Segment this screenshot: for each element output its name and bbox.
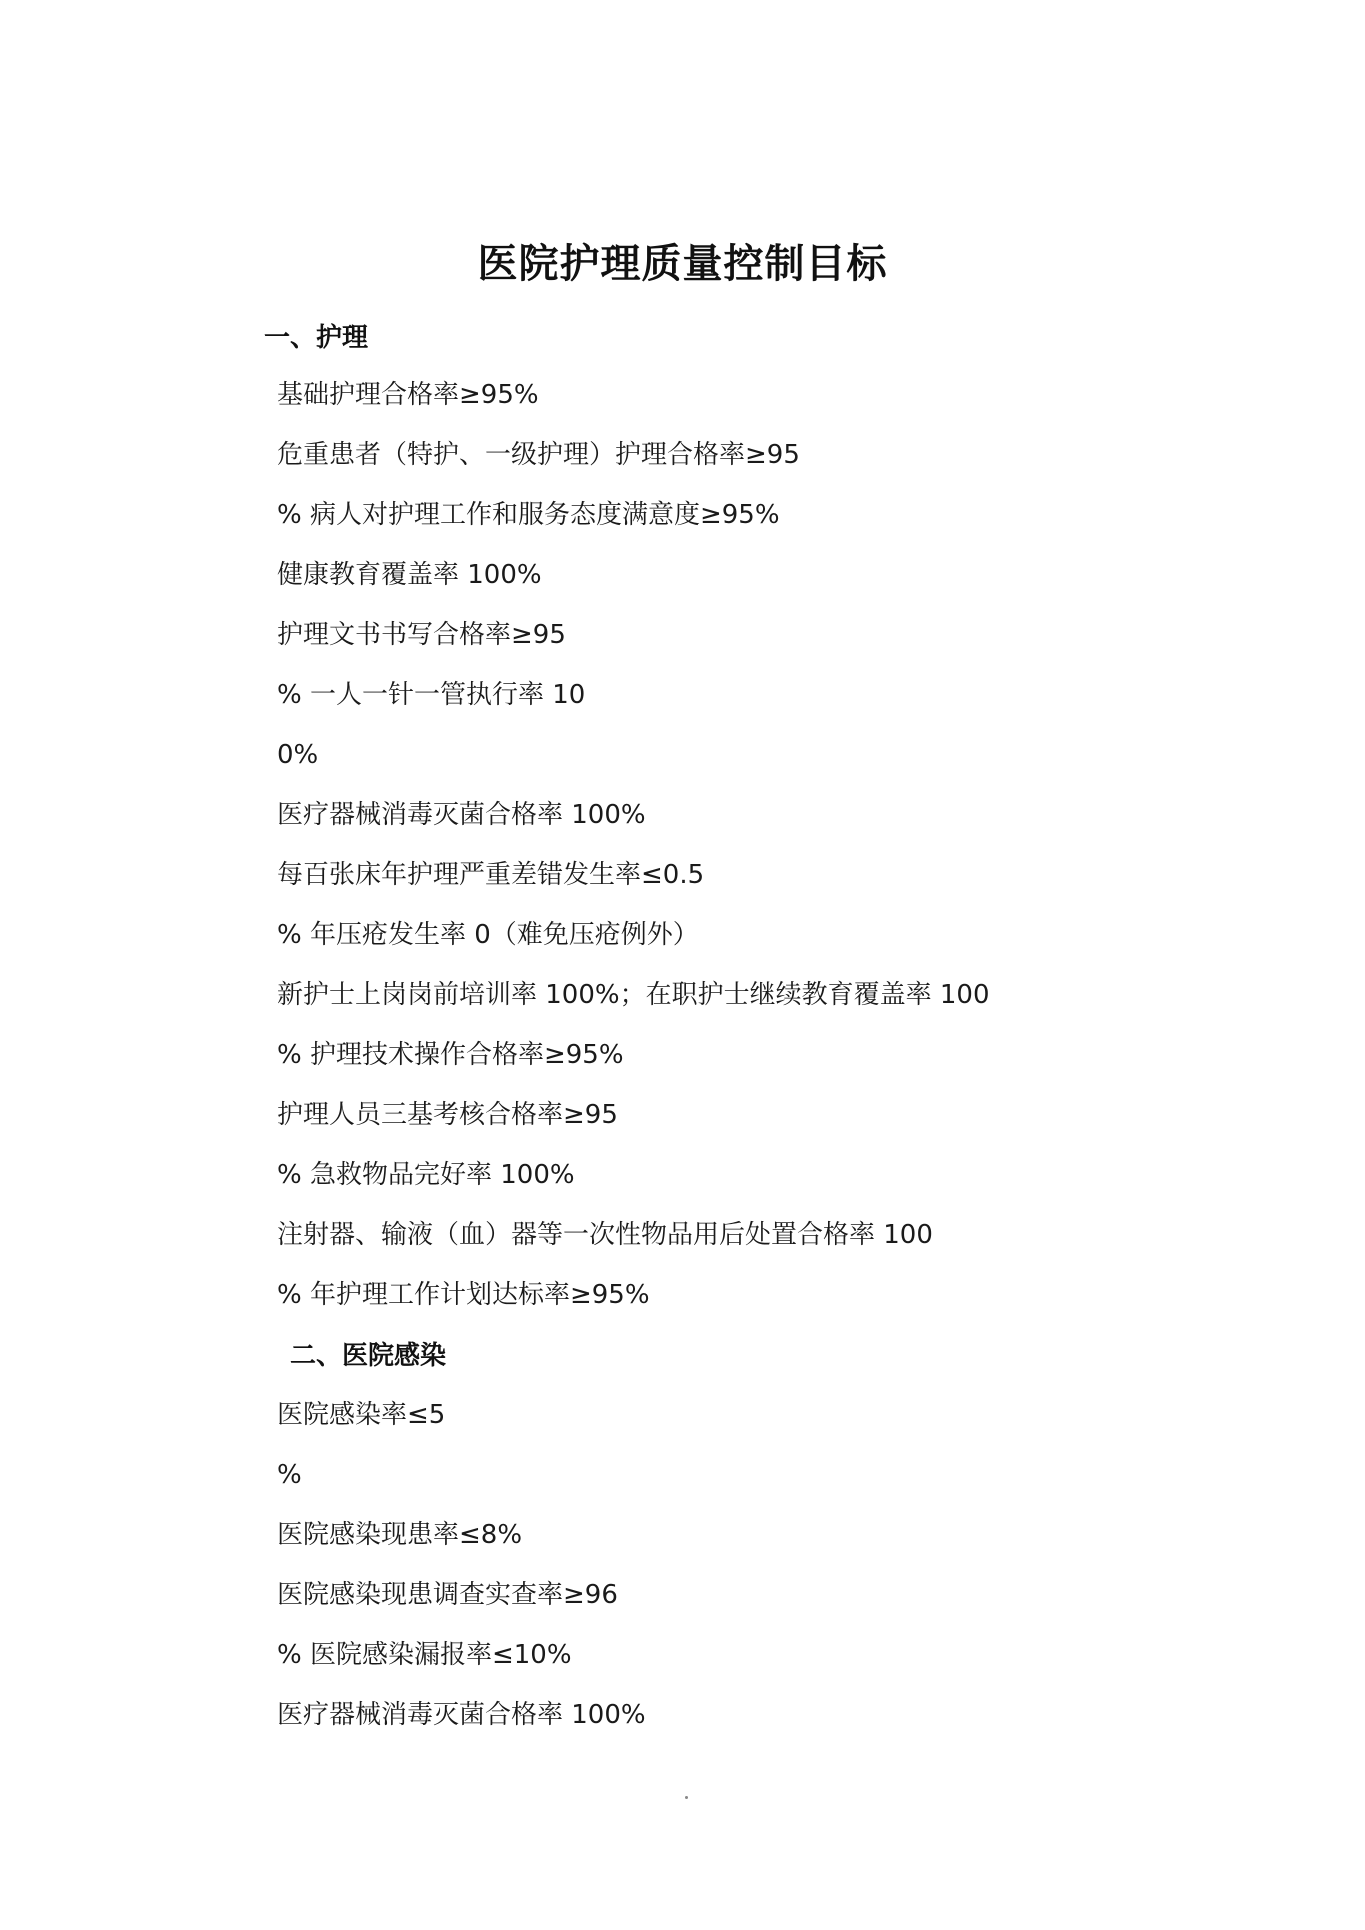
page-marker-dot bbox=[685, 1796, 688, 1799]
nursing-line: % 护理技术操作合格率≥95% bbox=[277, 1040, 624, 1070]
nursing-line: 注射器、输液（血）器等一次性物品用后处置合格率 100 bbox=[277, 1220, 933, 1250]
nursing-line: 新护士上岗岗前培训率 100%；在职护士继续教育覆盖率 100 bbox=[277, 980, 990, 1010]
nursing-line: % 年护理工作计划达标率≥95% bbox=[277, 1280, 650, 1310]
infection-line: 医院感染现患调查实查率≥96 bbox=[277, 1580, 618, 1610]
infection-line: % 医院感染漏报率≤10% bbox=[277, 1640, 572, 1670]
nursing-line: 基础护理合格率≥95% bbox=[277, 380, 539, 410]
infection-line: 医院感染率≤5 bbox=[277, 1400, 446, 1430]
nursing-line: % 一人一针一管执行率 10 bbox=[277, 680, 586, 710]
infection-line: 医疗器械消毒灭菌合格率 100% bbox=[277, 1700, 646, 1730]
nursing-line: 0% bbox=[277, 740, 319, 770]
nursing-line: 每百张床年护理严重差错发生率≤0.5 bbox=[277, 860, 705, 890]
section-heading-nursing: 一、护理 bbox=[264, 323, 369, 353]
nursing-line: % 病人对护理工作和服务态度满意度≥95% bbox=[277, 500, 780, 530]
nursing-line: % 年压疮发生率 0（难免压疮例外） bbox=[277, 920, 699, 950]
nursing-line: 医疗器械消毒灭菌合格率 100% bbox=[277, 800, 646, 830]
infection-line: % bbox=[277, 1460, 302, 1490]
nursing-line: % 急救物品完好率 100% bbox=[277, 1160, 575, 1190]
nursing-line: 护理人员三基考核合格率≥95 bbox=[277, 1100, 618, 1130]
nursing-line: 健康教育覆盖率 100% bbox=[277, 560, 542, 590]
infection-line: 医院感染现患率≤8% bbox=[277, 1520, 523, 1550]
nursing-line: 危重患者（特护、一级护理）护理合格率≥95 bbox=[277, 440, 800, 470]
section-heading-infection: 二、医院感染 bbox=[290, 1341, 447, 1371]
nursing-line: 护理文书书写合格率≥95 bbox=[277, 620, 566, 650]
document-title: 医院护理质量控制目标 bbox=[477, 241, 888, 287]
